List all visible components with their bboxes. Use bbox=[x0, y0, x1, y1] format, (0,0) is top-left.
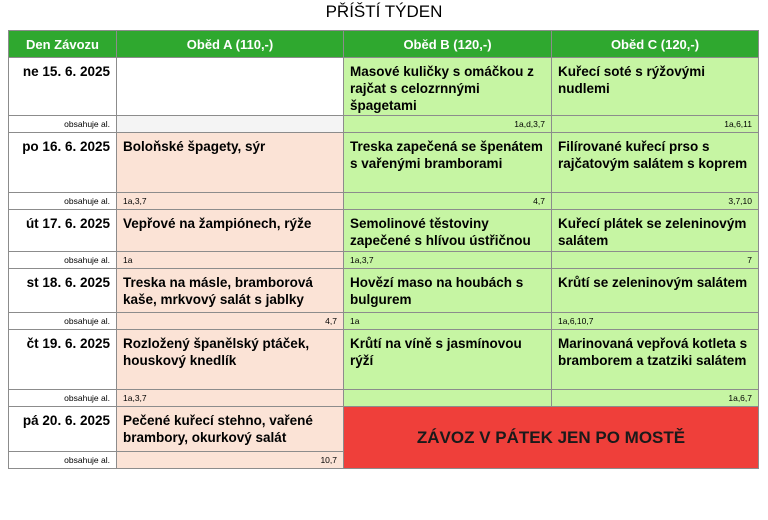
allergen-label: obsahuje al. bbox=[9, 313, 117, 330]
meal-b-cell: Masové kuličky s omáčkou z rajčat s celozrnnými špagetami bbox=[344, 58, 552, 116]
meal-a-cell: Treska na másle, bramborová kaše, mrkvový salát s jablky bbox=[117, 269, 344, 313]
meal-c-cell: Krůtí se zeleninovým salátem bbox=[552, 269, 759, 313]
allergen-a: 1a,3,7 bbox=[117, 390, 344, 407]
meal-b-cell: Krůtí na víně s jasmínovou rýží bbox=[344, 330, 552, 390]
header-lunch-a: Oběd A (110,-) bbox=[117, 31, 344, 58]
meal-b-cell: Treska zapečená se špenátem s vařenými bramborami bbox=[344, 133, 552, 193]
allergen-row bbox=[9, 193, 759, 210]
header-row bbox=[9, 31, 759, 58]
delivery-notice: ZÁVOZ V PÁTEK JEN PO MOSTĚ bbox=[344, 407, 759, 469]
allergen-b: 1a,d,3,7 bbox=[344, 116, 552, 133]
allergen-row bbox=[9, 313, 759, 330]
allergen-c: 7 bbox=[552, 252, 759, 269]
allergen-a: 10,7 bbox=[117, 452, 344, 469]
meal-a-cell: Vepřové na žampiónech, rýže bbox=[117, 210, 344, 252]
table-row bbox=[9, 269, 759, 313]
allergen-a: 4,7 bbox=[117, 313, 344, 330]
meal-a-cell: Boloňské špagety, sýr bbox=[117, 133, 344, 193]
allergen-row bbox=[9, 116, 759, 133]
allergen-b: 1a,3,7 bbox=[344, 252, 552, 269]
meal-c-cell: Kuřecí soté s rýžovými nudlemi bbox=[552, 58, 759, 116]
allergen-b: 4,7 bbox=[344, 193, 552, 210]
allergen-c: 1a,6,11 bbox=[552, 116, 759, 133]
allergen-a: 1a bbox=[117, 252, 344, 269]
table-row bbox=[9, 210, 759, 252]
allergen-c: 1a,6,7 bbox=[552, 390, 759, 407]
allergen-label: obsahuje al. bbox=[9, 452, 117, 469]
header-lunch-c: Oběd C (120,-) bbox=[552, 31, 759, 58]
allergen-label: obsahuje al. bbox=[9, 252, 117, 269]
day-cell: st 18. 6. 2025 bbox=[9, 269, 117, 313]
day-cell: út 17. 6. 2025 bbox=[9, 210, 117, 252]
day-cell: po 16. 6. 2025 bbox=[9, 133, 117, 193]
meal-a-cell: Rozložený španělský ptáček, houskový knedlík bbox=[117, 330, 344, 390]
table-row bbox=[9, 407, 759, 452]
allergen-row bbox=[9, 252, 759, 269]
meal-b-cell: Hovězí maso na houbách s bulgurem bbox=[344, 269, 552, 313]
allergen-label: obsahuje al. bbox=[9, 116, 117, 133]
table-row bbox=[9, 330, 759, 390]
allergen-a: 1a,3,7 bbox=[117, 193, 344, 210]
allergen-row bbox=[9, 390, 759, 407]
table-row bbox=[9, 58, 759, 116]
allergen-b: 1a bbox=[344, 313, 552, 330]
allergen-a bbox=[117, 116, 344, 133]
meal-c-cell: Filírované kuřecí prso s rajčatovým salátem s koprem bbox=[552, 133, 759, 193]
day-cell: čt 19. 6. 2025 bbox=[9, 330, 117, 390]
day-cell: ne 15. 6. 2025 bbox=[9, 58, 117, 116]
allergen-c: 1a,6,10,7 bbox=[552, 313, 759, 330]
day-cell: pá 20. 6. 2025 bbox=[9, 407, 117, 452]
header-lunch-b: Oběd B (120,-) bbox=[344, 31, 552, 58]
meal-c-cell: Marinovaná vepřová kotleta s bramborem a tzatziki salátem bbox=[552, 330, 759, 390]
allergen-c: 3,7,10 bbox=[552, 193, 759, 210]
allergen-label: obsahuje al. bbox=[9, 193, 117, 210]
allergen-label: obsahuje al. bbox=[9, 390, 117, 407]
header-delivery-day: Den Závozu bbox=[9, 31, 117, 58]
menu-table bbox=[8, 30, 759, 469]
meal-c-cell: Kuřecí plátek se zeleninovým salátem bbox=[552, 210, 759, 252]
allergen-b bbox=[344, 390, 552, 407]
meal-a-cell: Pečené kuřecí stehno, vařené brambory, okurkový salát bbox=[117, 407, 344, 452]
meal-a-cell bbox=[117, 58, 344, 116]
page-title: PŘÍŠTÍ TÝDEN bbox=[325, 2, 443, 21]
meal-b-cell: Semolinové těstoviny zapečené s hlívou ústřičnou bbox=[344, 210, 552, 252]
table-row bbox=[9, 133, 759, 193]
